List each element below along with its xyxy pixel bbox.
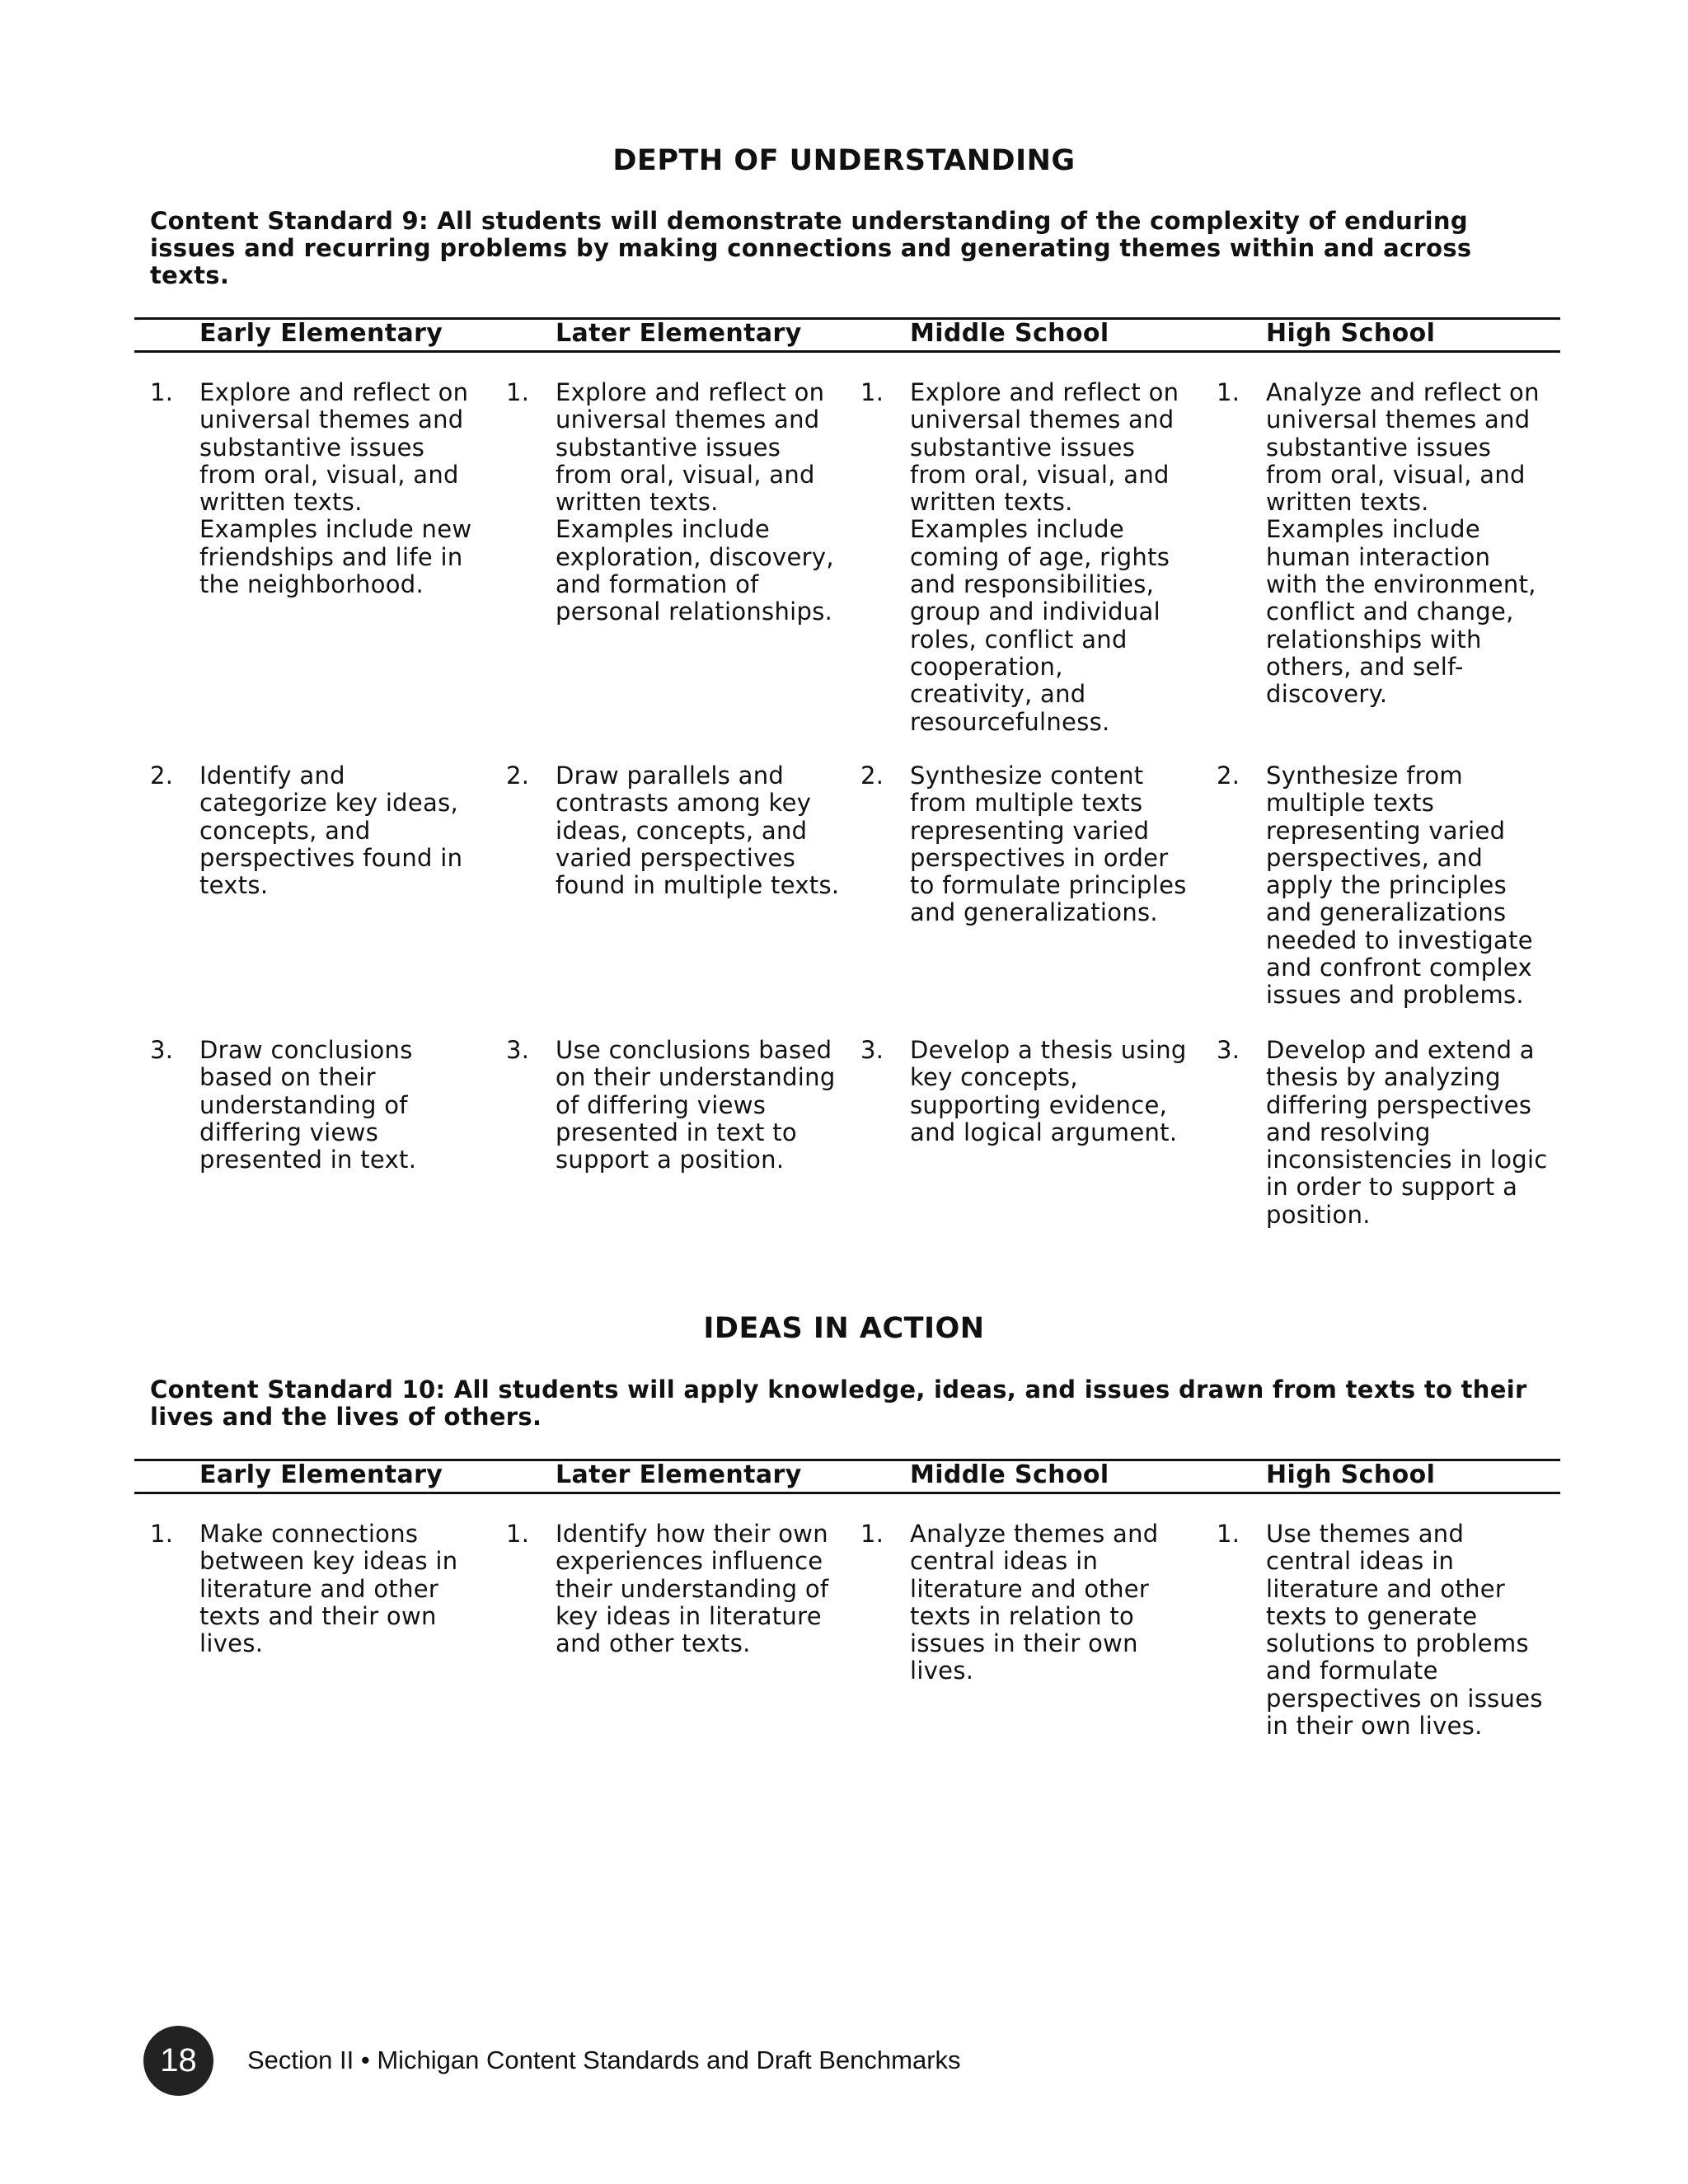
item-number: 1.: [860, 1520, 884, 1548]
item-number: 1.: [1217, 378, 1240, 406]
item-text: Draw conclusions based on their understanding of differing views presented in text.: [199, 1036, 417, 1174]
item-number: 3.: [860, 1036, 884, 1064]
item-text: Analyze themes and central ideas in literature and other texts in relation to issues in their own lives.: [910, 1520, 1159, 1685]
item-text: Identify and categorize key ideas, concepts, and perspectives found in texts.: [199, 762, 463, 900]
item-number: 1.: [506, 378, 530, 406]
item-text: Draw parallels and contrasts among key ideas, concepts, and varied perspectives found in multiple texts.: [556, 762, 840, 900]
item-text: Make connections between key ideas in literature and other texts and their own lives.: [199, 1520, 458, 1658]
item-number: 1.: [150, 378, 174, 406]
column-header-middle-school: Middle School: [910, 1460, 1109, 1489]
item-text: Explore and reflect on universal themes and substantive issues from oral, visual, and written texts. Examples include exploration, discovery, and formation of personal relationships.: [556, 378, 834, 626]
item-number: 1.: [860, 378, 884, 406]
content-standard-9: Content Standard 9: All students will demonstrate understanding of the complexity of enduring issues and recurring problems by making connections and generating themes within and across texts.: [150, 207, 1472, 289]
item-text: Use conclusions based on their understanding of differing views presented in text to support a position.: [556, 1036, 836, 1174]
table-header-rule: [134, 350, 1560, 353]
footer-text: Section II • Michigan Content Standards and Draft Benchmarks: [247, 2046, 961, 2074]
item-number: 3.: [506, 1036, 530, 1064]
section-title-depth: DEPTH OF UNDERSTANDING: [612, 144, 1076, 177]
column-header-middle-school: Middle School: [910, 319, 1109, 348]
item-text: Analyze and reflect on universal themes and substantive issues from oral, visual, and written texts. Examples include human interaction with the environment, conflict and change, relationships with others, and self- discovery.: [1266, 378, 1540, 709]
item-text: Identify how their own experiences influence their understanding of key ideas in literature and other texts.: [556, 1520, 829, 1658]
column-header-early-elementary: Early Elementary: [199, 1460, 443, 1489]
item-number: 2.: [506, 762, 530, 790]
item-text: Synthesize content from multiple texts representing varied perspectives in order to formulate principles and generalizations.: [910, 762, 1187, 927]
item-text: Use themes and central ideas in literature and other texts to generate solutions to problems and formulate perspectives on issues in their own lives.: [1266, 1520, 1543, 1741]
column-header-later-elementary: Later Elementary: [556, 319, 802, 348]
item-number: 2.: [150, 762, 174, 790]
item-number: 3.: [150, 1036, 174, 1064]
column-header-early-elementary: Early Elementary: [199, 319, 443, 348]
item-number: 1.: [1217, 1520, 1240, 1548]
section-title-ideas: IDEAS IN ACTION: [703, 1312, 985, 1345]
column-header-high-school: High School: [1266, 1460, 1436, 1489]
item-text: Explore and reflect on universal themes and substantive issues from oral, visual, and written texts. Examples include new friendships and life in the neighborhood.: [199, 378, 472, 599]
item-number: 3.: [1217, 1036, 1240, 1064]
column-header-later-elementary: Later Elementary: [556, 1460, 802, 1489]
table-header-rule: [134, 1492, 1560, 1494]
content-standard-10: Content Standard 10: All students will apply knowledge, ideas, and issues drawn from texts to their lives and the lives of others.: [150, 1376, 1527, 1431]
item-number: 2.: [1217, 762, 1240, 790]
item-text: Develop a thesis using key concepts, supporting evidence, and logical argument.: [910, 1036, 1187, 1146]
page-number-badge: 18: [143, 2026, 213, 2096]
item-text: Synthesize from multiple texts representing varied perspectives, and apply the principles and generalizations needed to investigate and confront complex issues and problems.: [1266, 762, 1533, 1010]
item-text: Explore and reflect on universal themes and substantive issues from oral, visual, and written texts. Examples include coming of age, rights and responsibilities, group and individual roles, conflict and cooperation, creativity, and resourcefulness.: [910, 378, 1179, 736]
item-number: 2.: [860, 762, 884, 790]
item-text: Develop and extend a thesis by analyzing differing perspectives and resolving inconsistencies in logic in order to support a position.: [1266, 1036, 1548, 1229]
item-number: 1.: [506, 1520, 530, 1548]
item-number: 1.: [150, 1520, 174, 1548]
column-header-high-school: High School: [1266, 319, 1436, 348]
